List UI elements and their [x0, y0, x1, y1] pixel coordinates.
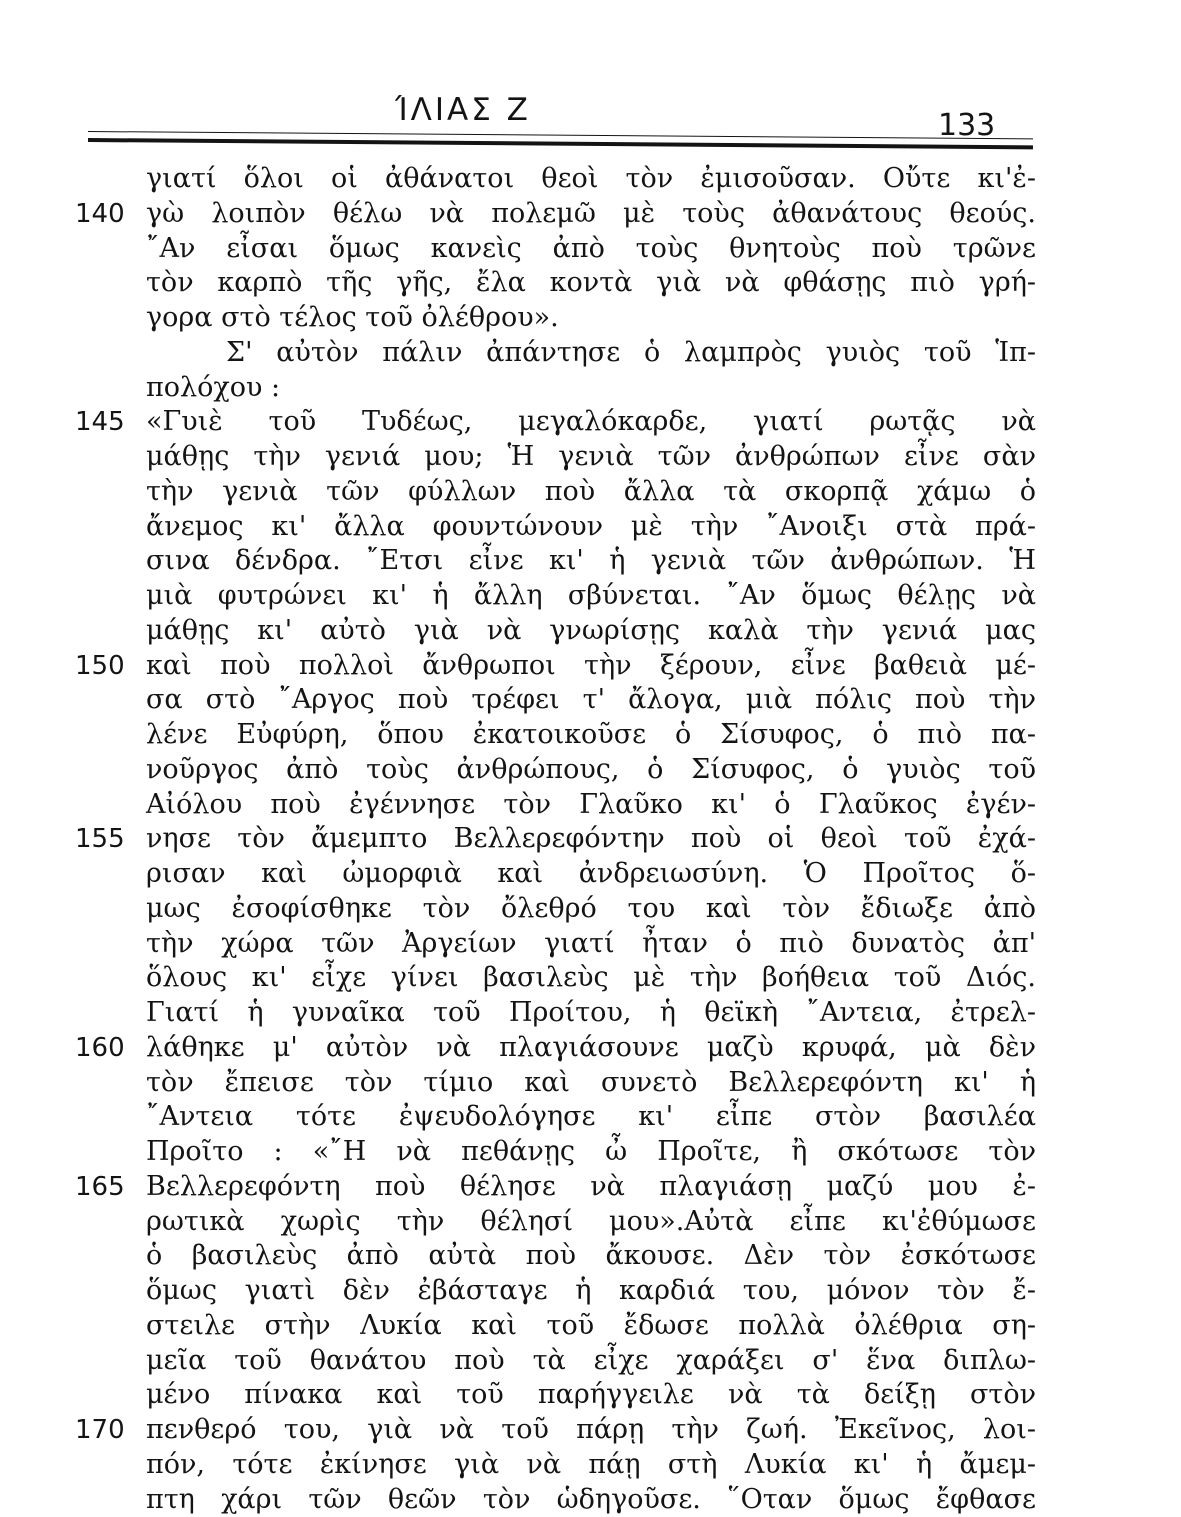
- text-line: [0, 266, 1181, 301]
- text-line: [0, 544, 1181, 579]
- line-text: Βελλερεφόντη ποὺ θέλησε νὰ πλαγιάσῃ μαζύ μου ἐ-: [146, 1170, 1036, 1205]
- text-line: [0, 1309, 1181, 1344]
- line-number: 140: [75, 197, 135, 232]
- text-line: [0, 1448, 1181, 1483]
- line-text: ὁ βασιλεὺς ἀπὸ αὐτὰ ποὺ ἄκουσε. Δὲν τὸν ἐσκότωσε: [146, 1239, 1036, 1274]
- line-number: 145: [75, 405, 135, 440]
- text-line: [0, 649, 1181, 684]
- line-text: πολόχου :: [146, 371, 1036, 406]
- running-title: ΊΛΙΑΣ Ζ: [395, 92, 531, 128]
- line-text: νοῦργος ἀπὸ τοὺς ἀνθρώπους, ὁ Σίσυφος, ὁ γυιὸς τοῦ: [146, 753, 1036, 788]
- line-text: λάθηκε μ' αὐτὸν νὰ πλαγιάσουνε μαζὺ κρυφά, μὰ δὲν: [146, 1031, 1036, 1066]
- text-line: [0, 475, 1181, 510]
- text-line: [0, 1135, 1181, 1170]
- text-line: [0, 440, 1181, 475]
- line-text: ὅλους κι' εἶχε γίνει βασιλεὺς μὲ τὴν βοήθεια τοῦ Διός.: [146, 961, 1036, 996]
- line-text: μένο πίνακα καὶ τοῦ παρήγγειλε νὰ τὰ δείξῃ στὸν: [146, 1378, 1036, 1413]
- line-text: ῎Αν εἶσαι ὅμως κανεὶς ἀπὸ τοὺς θνητοὺς ποὺ τρῶνε: [146, 232, 1036, 267]
- line-text: πτη χάρι τῶν θεῶν τὸν ὡδηγοῦσε. ῞Οταν ὅμως ἔφθασε: [146, 1483, 1036, 1517]
- text-line: [0, 1205, 1181, 1240]
- text-line: [0, 162, 1181, 197]
- line-text: καὶ ποὺ πολλοὶ ἄνθρωποι τὴν ξέρουν, εἶνε βαθειὰ μέ-: [146, 649, 1036, 684]
- line-text: Σ' αὐτὸν πάλιν ἀπάντησε ὁ λαμπρὸς γυιὸς τοῦ Ἱπ-: [226, 336, 1036, 371]
- line-text: πόν, τότε ἐκίνησε γιὰ νὰ πάῃ στὴ Λυκία κι' ἡ ἄμεμ-: [146, 1448, 1036, 1483]
- text-line: [0, 1066, 1181, 1101]
- line-text: νησε τὸν ἄμεμπτο Βελλερεφόντην ποὺ οἱ θεοὶ τοῦ ἐχά-: [146, 822, 1036, 857]
- page-number: 133: [938, 108, 995, 143]
- line-text: μως ἐσοφίσθηκε τὸν ὄλεθρό του καὶ τὸν ἔδιωξε ἀπὸ: [146, 892, 1036, 927]
- line-text: σινα δένδρα. ῎Ετσι εἶνε κι' ἡ γενιὰ τῶν ἀνθρώπων. Ἡ: [146, 544, 1036, 579]
- line-text: ἄνεμος κι' ἄλλα φουντώνουν μὲ τὴν ῎Ανοιξι στὰ πρά-: [146, 510, 1036, 545]
- text-line: [0, 371, 1181, 406]
- text-line: [0, 1170, 1181, 1205]
- text-line: [0, 683, 1181, 718]
- text-line: [0, 996, 1181, 1031]
- line-text: γορα στὸ τέλος τοῦ ὀλέθρου».: [146, 301, 1036, 336]
- line-text: ρωτικὰ χωρὶς τὴν θέλησί μου».Αὐτὰ εἶπε κι'ἐθύμωσε: [146, 1205, 1036, 1240]
- line-text: σα στὸ ῎Αργος ποὺ τρέφει τ' ἄλογα, μιὰ πόλις ποὺ τὴν: [146, 683, 1036, 718]
- line-text: λένε Εὐφύρη, ὅπου ἐκατοικοῦσε ὁ Σίσυφος, ὁ πιὸ πα-: [146, 718, 1036, 753]
- text-line: [0, 579, 1181, 614]
- text-line: [0, 1344, 1181, 1379]
- text-line: [0, 197, 1181, 232]
- line-text: Γιατί ἡ γυναῖκα τοῦ Προίτου, ἡ θεϊκὴ ῎Αντεια, ἐτρελ-: [146, 996, 1036, 1031]
- text-line: [0, 1274, 1181, 1309]
- line-text: Αἰόλου ποὺ ἐγέννησε τὸν Γλαῦκο κι' ὁ Γλαῦκος ἐγέν-: [146, 788, 1036, 823]
- line-number: 160: [75, 1031, 135, 1066]
- text-line: [0, 614, 1181, 649]
- line-text: τὸν ἔπεισε τὸν τίμιο καὶ συνετὸ Βελλερεφόντη κι' ἡ: [146, 1066, 1036, 1101]
- text-line: [0, 232, 1181, 267]
- text-line: [0, 788, 1181, 823]
- body-text: [0, 162, 1181, 1517]
- line-text: «Γυιὲ τοῦ Τυδέως, μεγαλόκαρδε, γιατί ρωτᾷς νὰ: [146, 405, 1036, 440]
- line-text: στειλε στὴν Λυκία καὶ τοῦ ἔδωσε πολλὰ ὀλέθρια ση-: [146, 1309, 1036, 1344]
- text-line: [0, 961, 1181, 996]
- text-line: [0, 1413, 1181, 1448]
- text-line: [0, 892, 1181, 927]
- text-line: [0, 718, 1181, 753]
- text-line: [0, 1378, 1181, 1413]
- text-line: [0, 301, 1181, 336]
- text-line: [0, 822, 1181, 857]
- line-text: ῎Αντεια τότε ἐψευδολόγησε κι' εἶπε στὸν βασιλέα: [146, 1100, 1036, 1135]
- line-text: πενθερό του, γιὰ νὰ τοῦ πάρῃ τὴν ζωή. Ἐκεῖνος, λοι-: [146, 1413, 1036, 1448]
- text-line: [0, 857, 1181, 892]
- line-text: γιατί ὅλοι οἱ ἀθάνατοι θεοὶ τὸν ἐμισοῦσαν. Οὔτε κι'ἐ-: [146, 162, 1036, 197]
- line-text: Προῖτο : «῎Η νὰ πεθάνῃς ὦ Προῖτε, ἢ σκότωσε τὸν: [146, 1135, 1036, 1170]
- text-line: [0, 510, 1181, 545]
- line-text: τὴν γενιὰ τῶν φύλλων ποὺ ἄλλα τὰ σκορπᾷ χάμω ὁ: [146, 475, 1036, 510]
- line-text: μάθῃς κι' αὐτὸ γιὰ νὰ γνωρίσῃς καλὰ τὴν γενιά μας: [146, 614, 1036, 649]
- line-text: ρισαν καὶ ὠμορφιὰ καὶ ἀνδρειωσύνη. Ὁ Προῖτος ὅ-: [146, 857, 1036, 892]
- line-text: μάθῃς τὴν γενιά μου; Ἡ γενιὰ τῶν ἀνθρώπων εἶνε σὰν: [146, 440, 1036, 475]
- text-line: [0, 1031, 1181, 1066]
- line-number: 155: [75, 822, 135, 857]
- text-line: [0, 405, 1181, 440]
- line-number: 165: [75, 1170, 135, 1205]
- text-line: [0, 1100, 1181, 1135]
- line-text: τὸν καρπὸ τῆς γῆς, ἔλα κοντὰ γιὰ νὰ φθάσῃς πιὸ γρή-: [146, 266, 1036, 301]
- text-line: [0, 927, 1181, 962]
- text-line: [0, 753, 1181, 788]
- line-text: μιὰ φυτρώνει κι' ἡ ἄλλη σβύνεται. ῎Αν ὅμως θέλῃς νὰ: [146, 579, 1036, 614]
- line-number: 170: [75, 1413, 135, 1448]
- text-line: [0, 1239, 1181, 1274]
- line-text: μεῖα τοῦ θανάτου ποὺ τὰ εἶχε χαράξει σ' ἕνα διπλω-: [146, 1344, 1036, 1379]
- header-rule: [88, 138, 1033, 149]
- line-text: ὅμως γιατὶ δὲν ἐβάσταγε ἡ καρδιά του, μόνον τὸν ἔ-: [146, 1274, 1036, 1309]
- line-number: 150: [75, 649, 135, 684]
- line-text: γὼ λοιπὸν θέλω νὰ πολεμῶ μὲ τοὺς ἀθανάτους θεούς.: [146, 197, 1036, 232]
- line-text: τὴν χώρα τῶν Ἀργείων γιατί ἦταν ὁ πιὸ δυνατὸς ἀπ': [146, 927, 1036, 962]
- text-line: [0, 336, 1181, 371]
